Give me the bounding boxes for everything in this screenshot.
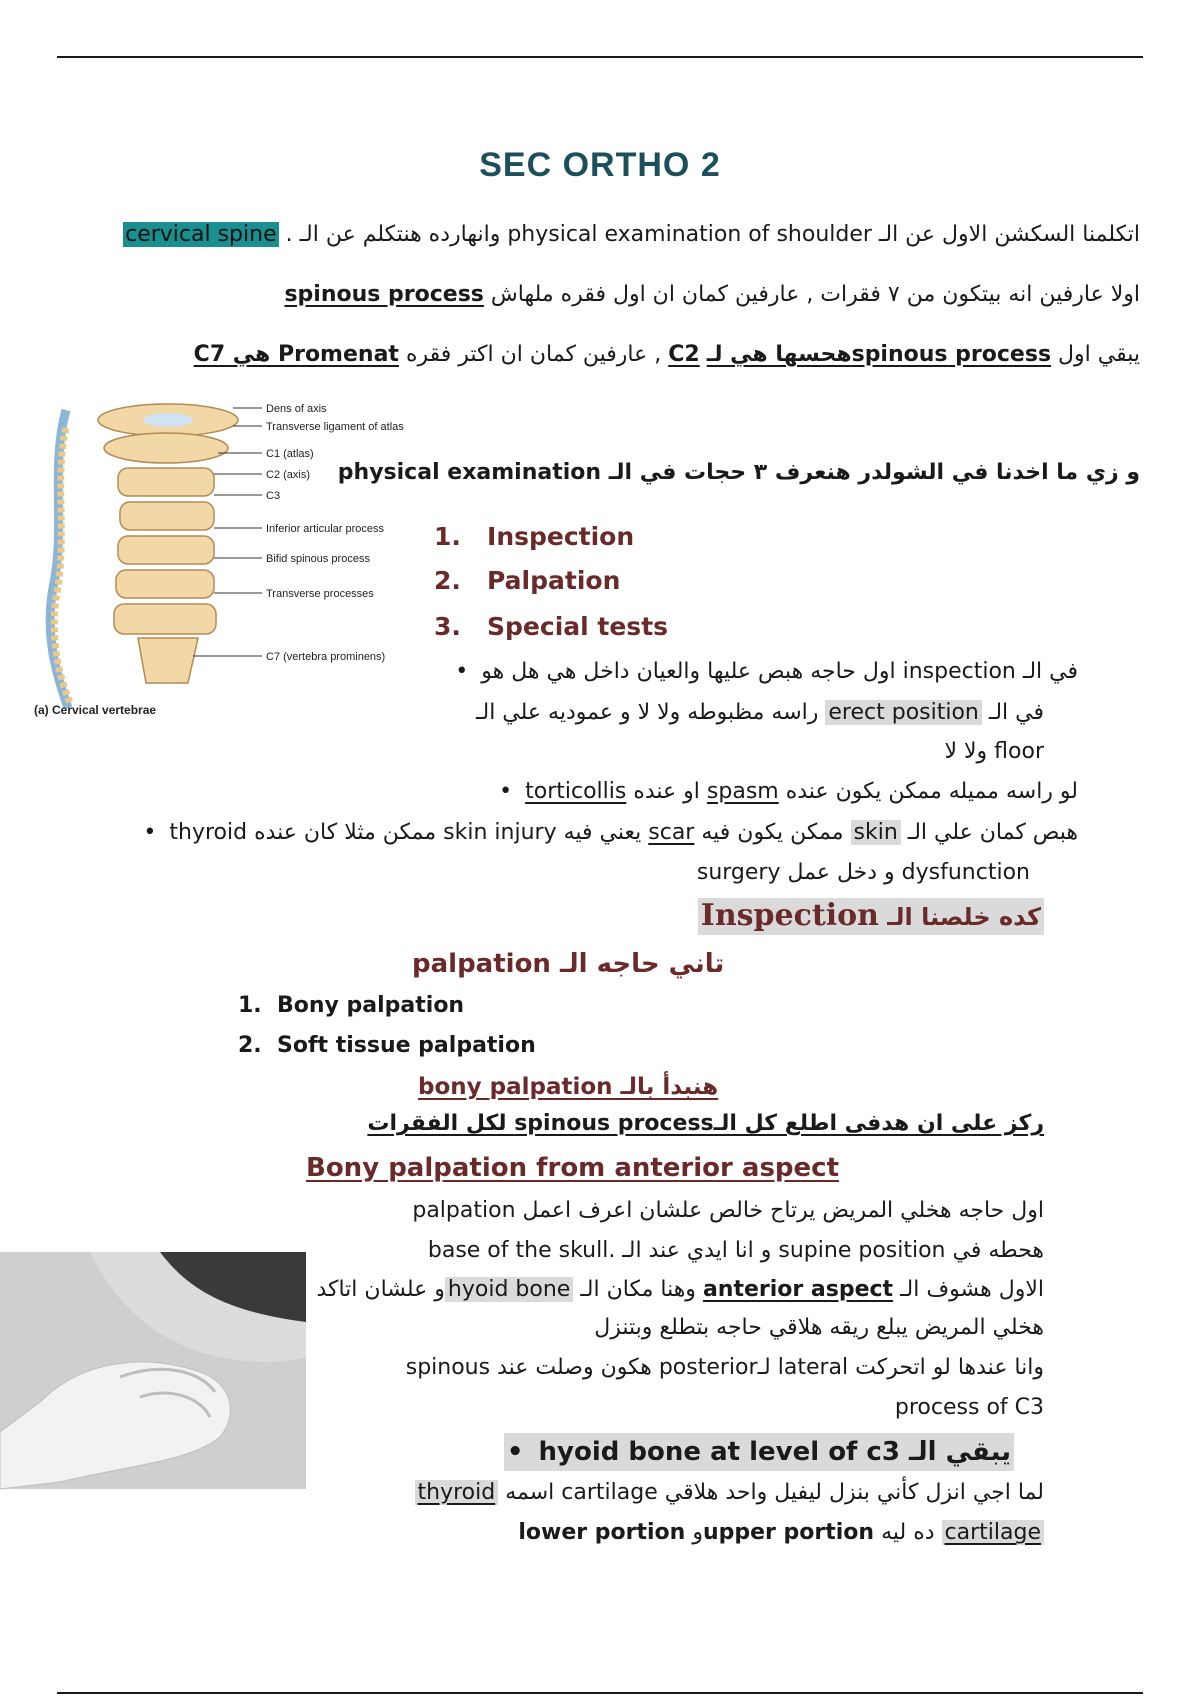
label-dens-of-axis: Dens of axis — [266, 403, 327, 415]
inspection-done-note: كده خلصنا الـ Inspection — [698, 898, 1044, 935]
inspection-bullet-1-line-3: floor ولا لا — [944, 739, 1044, 764]
inspection-bullet-2: لو راسه مميله ممكن يكون عنده spasm او عنده torticollis • — [499, 777, 1078, 807]
label-c1-atlas: C1 (atlas) — [266, 448, 314, 460]
page-title: SEC ORTHO 2 — [479, 146, 721, 184]
anterior-para-6: process of C3 — [894, 1395, 1044, 1420]
erect-position-highlight: erect position — [825, 700, 982, 725]
inspection-bullet-3: هبص كمان علي الـ skin ممكن يكون فيه scar يعني فيه skin injury ممكن مثلا كان عنده thyroid • — [143, 818, 1078, 848]
palpation-item-1: 1. Bony palpation — [238, 993, 465, 1018]
label-c2-axis: C2 (axis) — [266, 469, 311, 481]
thyroid-highlight: thyroid — [415, 1480, 499, 1505]
figure-caption: (a) Cervical vertebrae — [34, 703, 157, 717]
anterior-para-7: لما اجي انزل كأني بنزل ليفيل واحد هلاقي cartilage اسمه thyroid — [415, 1478, 1044, 1508]
inspection-bullet-1: في الـ inspection اول حاجه هبص عليها والعيان داخل هي هل هو • — [455, 657, 1078, 687]
intro-line-2: اولا عارفين انه بيتكون من ٧ فقرات , عارفين كمان ان اول فقره ملهاش spinous process — [284, 282, 1140, 307]
neck-palpation-illustration — [0, 1252, 306, 1489]
palpation-item-2: 2. Soft tissue palpation — [238, 1033, 536, 1058]
intro-line-1: اتكلمنا السكشن الاول عن الـ physical examination of shoulder وانهارده هنتكلم عن الـ . cervical spine — [125, 222, 1140, 247]
top-rule — [57, 56, 1143, 58]
intro-line-3: يبقي اول spinous processهحسها هي لـ C2 , عارفين كمان ان اكتر فقره Promenat هي C7 — [193, 342, 1140, 367]
palpation-heading: تاني حاجه الـ palpation — [412, 949, 725, 979]
label-transverse-processes: Transverse processes — [266, 588, 374, 600]
hyoid-bone-highlight: hyoid bone — [445, 1277, 573, 1302]
anterior-para-3: الاول هشوف الـ anterior aspect وهنا مكان الـ hyoid boneو علشان اتاكد — [316, 1277, 1044, 1302]
anterior-para-2: هحطه في supine position و انا ايدي عند الـ .base of the skull — [427, 1238, 1044, 1263]
anterior-para-1: اول حاجه هخلي المريض يرتاح خالص علشان اعرف اعمل palpation — [412, 1198, 1044, 1223]
label-inferior-articular-process: Inferior articular process — [266, 523, 384, 535]
bony-palpation-start: هنبدأ بالـ bony palpation — [418, 1074, 719, 1100]
focus-note: ركز على ان هدفى اطلع كل الـspinous process لكل الفقرات — [367, 1111, 1044, 1136]
anterior-para-5: وانا عندها لو اتحركت lateral لـposterior هكون وصلت عند spinous — [405, 1355, 1044, 1380]
inspection-bullet-1-line-2: في الـ erect position راسه مظبوطه ولا لا و عموديه علي الـ — [476, 700, 1044, 725]
anterior-para-8: cartilage ده ليه upper portionو lower portion — [518, 1518, 1044, 1548]
spinous-process-term: spinous process — [284, 282, 484, 307]
exam-item-1: 1. Inspection — [434, 522, 635, 551]
bottom-rule — [57, 1692, 1143, 1694]
neck-palpation-photo — [0, 1252, 306, 1489]
anterior-aspect-heading: Bony palpation from anterior aspect — [306, 1153, 840, 1183]
inspection-bullet-3-line-2: dysfunction و دخل عمل surgery — [696, 860, 1030, 885]
label-c7-vertebra-prominens: C7 (vertebra prominens) — [266, 651, 386, 663]
cervical-vertebrae-figure — [28, 398, 404, 718]
cervical-spine-highlight: cervical spine — [125, 222, 277, 247]
label-c3: C3 — [266, 490, 281, 502]
exam-intro: و زي ما اخدنا في الشولدر هنعرف ٣ حجات في الـ physical examination — [337, 460, 1140, 485]
anterior-para-4: هخلي المريض يبلع ريقه هلاقي حاجه بتطلع وبتنزل — [594, 1315, 1044, 1340]
label-bifid-spinous-process: Bifid spinous process — [266, 553, 370, 565]
exam-item-3: 3. Special tests — [434, 612, 669, 641]
exam-item-2: 2. Palpation — [434, 566, 621, 595]
hyoid-level-note: يبقي الـ hyoid bone at level of c3 • — [504, 1433, 1014, 1471]
label-transverse-ligament: Transverse ligament of atlas — [266, 421, 404, 433]
